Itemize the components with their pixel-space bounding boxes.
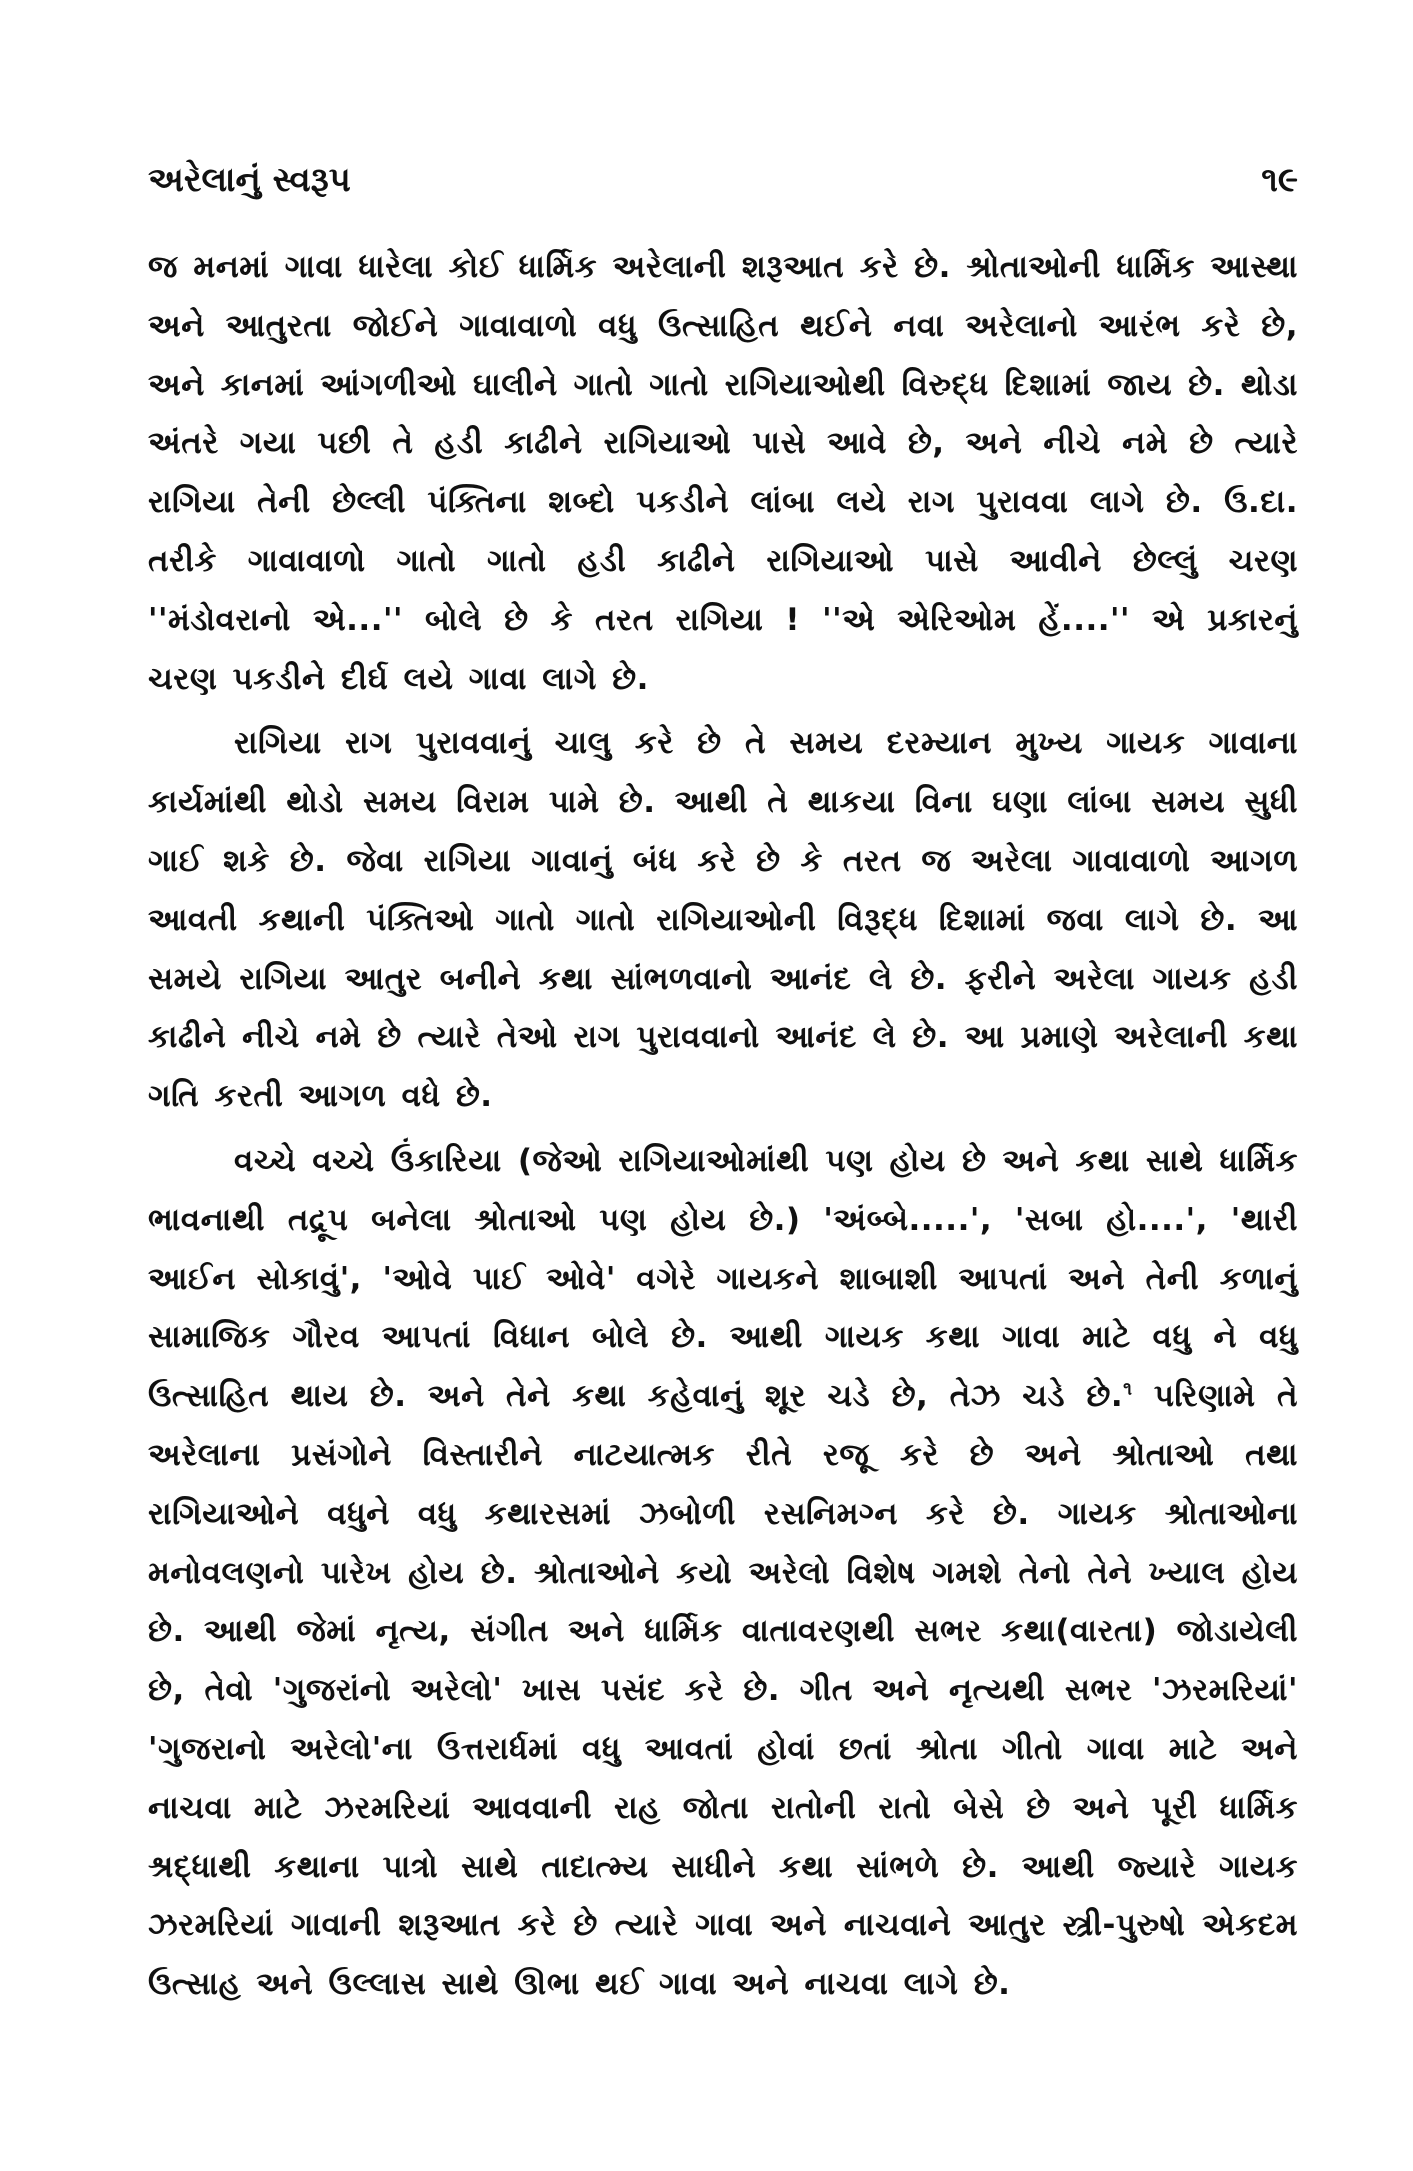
- running-title: અરેલાનું સ્વરૂપ: [148, 160, 351, 200]
- paragraph-3-part-1: વચ્ચે વચ્ચે ઉંકારિયા (જેઓ રાગિયાઓમાંથી પણ હોય છે અને કથા સાથે ધાર્મિક ભાવનાથી તદ્રૂપ બનેલા શ્રોતાઓ પણ હોય છે.) 'અંબ્બે.....', 'સબા હો....', 'થારી આઈન સોકાવું', 'ઓવે પાઈ ઓવે' વગેરે ગાયકને શાબાશી આપતાં અને તેની કળાનું સામાજિક ગૌરવ આપતાં વિધાન બોલે છે. આથી ગાયક કથા ગાવા માટે વધુ ને વધુ ઉત્સાહિત થાય છે. અને તેને કથા કહેવાનું શૂર ચડે છે, તેઝ ચડે છે.: [148, 1142, 1299, 1415]
- paragraph-2: રાગિયા રાગ પુરાવવાનું ચાલુ કરે છે તે સમય દરમ્યાન મુખ્ય ગાયક ગાવાના કાર્યમાંથી થોડો સમય વિરામ પામે છે. આથી તે થાકયા વિના ઘણા લાંબા સમય સુધી ગાઈ શકે છે. જેવા રાગિયા ગાવાનું બંધ કરે છે કે તરત જ અરેલા ગાવાવાળો આગળ આવતી કથાની પંક્તિઓ ગાતો ગાતો રાગિયાઓની વિરૂદ્ધ દિશામાં જવા લાગે છે. આ સમયે રાગિયા આતુર બનીને કથા સાંભળવાનો આનંદ લે છે. ફરીને અરેલા ગાયક હડી કાઢીને નીચે નમે છે ત્યારે તેઓ રાગ પુરાવવાનો આનંદ લે છે. આ પ્રમાણે અરેલાની કથા ગતિ કરતી આગળ વધે છે.: [148, 725, 1298, 1115]
- running-header: [148, 150, 1298, 220]
- paragraph-1: જ મનમાં ગાવા ધારેલા કોઈ ધાર્મિક અરેલાની શરૂઆત કરે છે. શ્રોતાઓની ધાર્મિક આસ્થા અને આતુરતા જોઈને ગાવાવાળો વધુ ઉત્સાહિત થઈને નવા અરેલાનો આરંભ કરે છે, અને કાનમાં આંગળીઓ ઘાલીને ગાતો ગાતો રાગિયાઓથી વિરુદ્ધ દિશામાં જાય છે. થોડા અંતરે ગયા પછી તે હડી કાઢીને રાગિયાઓ પાસે આવે છે, અને નીચે નમે છે ત્યારે રાગિયા તેની છેલ્લી પંક્તિના શબ્દો પકડીને લાંબા લયે રાગ પુરાવવા લાગે છે. ઉ.દા. તરીકે ગાવાવાળો ગાતો ગાતો હડી કાઢીને રાગિયાઓ પાસે આવીને છેલ્લું ચરણ ''મંડોવરાનો એ...'' બોલે છે કે તરત રાગિયા ! ''એ એરિઓમ હેં....'' એ પ્રકારનું ચરણ પકડીને દીર્ઘ લયે ગાવા લાગે છે.: [148, 249, 1298, 697]
- footnote-reference[interactable]: ૧: [1123, 1378, 1133, 1400]
- paragraph-3-part-2: પરિણામે તે અરેલાના પ્રસંગોને વિસ્તારીને નાટયાત્મક રીતે રજૂ કરે છે અને શ્રોતાઓ તથા રાગિયાઓને વધુને વધુ કથારસમાં ઝબોળી રસનિમગ્ન કરે છે. ગાયક શ્રોતાઓના મનોવલણનો પારેખ હોય છે. શ્રોતાઓને કયો અરેલો વિશેષ ગમશે તેનો તેને ખ્યાલ હોય છે. આથી જેમાં નૃત્ય, સંગીત અને ધાર્મિક વાતાવરણથી સભર કથા(વારતા) જોડાયેલી છે, તેવો 'ગુજરાંનો અરેલો' ખાસ પસંદ કરે છે. ગીત અને નૃત્યથી સભર 'ઝરમરિયાં' 'ગુજરાનો અરેલો'ના ઉત્તરાર્ધમાં વધુ આવતાં હોવાં છતાં શ્રોતા ગીતો ગાવા માટે અને નાચવા માટે ઝરમરિયાં આવવાની રાહ જોતા રાતોની રાતો બેસે છે અને પૂરી ધાર્મિક શ્રદ્ધાથી કથાના પાત્રો સાથે તાદાત્મ્ય સાધીને કથા સાંભળે છે. આથી જ્યારે ગાયક ઝરમરિયાં ગાવાની શરૂઆત કરે છે ત્યારે ગાવા અને નાચવાને આતુર સ્ત્રી-પુરુષો એકદમ ઉત્સાહ અને ઉલ્લાસ સાથે ઊભા થઈ ગાવા અને નાચવા લાગે છે.: [148, 1378, 1298, 2003]
- body-text: [148, 238, 1298, 2014]
- paragraph-3: [148, 1132, 1298, 2014]
- page-number: ૧૯: [1261, 160, 1298, 200]
